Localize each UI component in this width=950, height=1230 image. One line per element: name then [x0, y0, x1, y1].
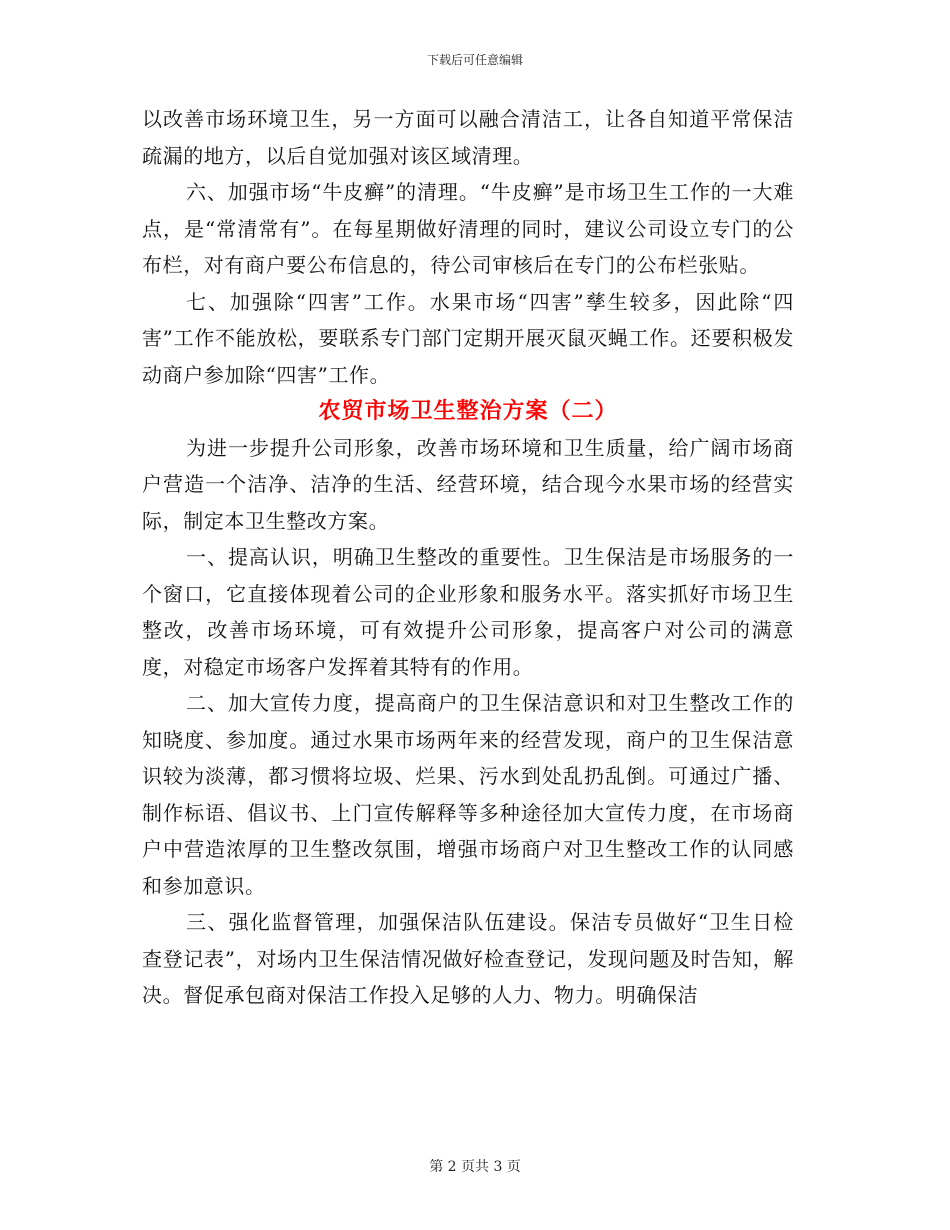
- paragraph-item-three: 三、强化监督管理，加强保洁队伍建设。保洁专员做好“卫生日检查登记表”，对场内卫生保洁情况做好检查登记，发现问题及时告知，解决。督促承包商对保洁工作投入足够的人力、物力。明确保洁: [142, 910, 794, 1007]
- page-footer: 第 2 页共 3 页: [429, 1159, 521, 1175]
- document-body: [142, 101, 794, 1014]
- paragraph-item-one: 一、提高认识，明确卫生整改的重要性。卫生保洁是市场服务的一个窗口，它直接体现着公司的企业形象和服务水平。落实抓好市场卫生整改，改善市场环境，可有效提升公司形象，提高客户对公司的满意度，对稳定市场客户发挥着其特有的作用。: [142, 545, 794, 679]
- paragraph-item-seven: 七、加强除“四害”工作。水果市场“四害”孳生较多，因此除“四害”工作不能放松，要联系专门部门定期开展灭鼠灭蝇工作。还要积极发动商户参加除“四害”工作。: [142, 289, 794, 387]
- paragraph-item-two: 二、加大宣传力度，提高商户的卫生保洁意识和对卫生整改工作的知晓度、参加度。通过水果市场两年来的经营发现，商户的卫生保洁意识较为淡薄，都习惯将垃圾、烂果、污水到处乱扔乱倒。可通过广播、制作标语、倡议书、上门宣传解释等多种途径加大宣传力度，在市场商户中营造浓厚的卫生整改氛围，增强市场商户对卫生整改工作的认同感和参加意识。: [142, 691, 794, 898]
- section-title: 农贸市场卫生整治方案（二）: [318, 398, 618, 424]
- page-header: 下载后可任意编辑: [426, 53, 523, 67]
- paragraph-item-six: 六、加强市场“牛皮癣”的清理。“牛皮癣”是市场卫生工作的一大难点，是“常清常有”。在每星期做好清理的同时，建议公司设立专门的公布栏，对有商户要公布信息的，待公司审核后在专门的公布栏张贴。: [142, 180, 794, 277]
- paragraph-intro: 为进一步提升公司形象，改善市场环境和卫生质量，给广阔市场商户营造一个洁净、洁净的生活、经营环境，结合现今水果市场的经营实际，制定本卫生整改方案。: [142, 435, 794, 533]
- paragraph-continuation: 以改善市场环境卫生，另一方面可以融合清洁工，让各自知道平常保洁疏漏的地方，以后自觉加强对该区域清理。: [142, 107, 794, 168]
